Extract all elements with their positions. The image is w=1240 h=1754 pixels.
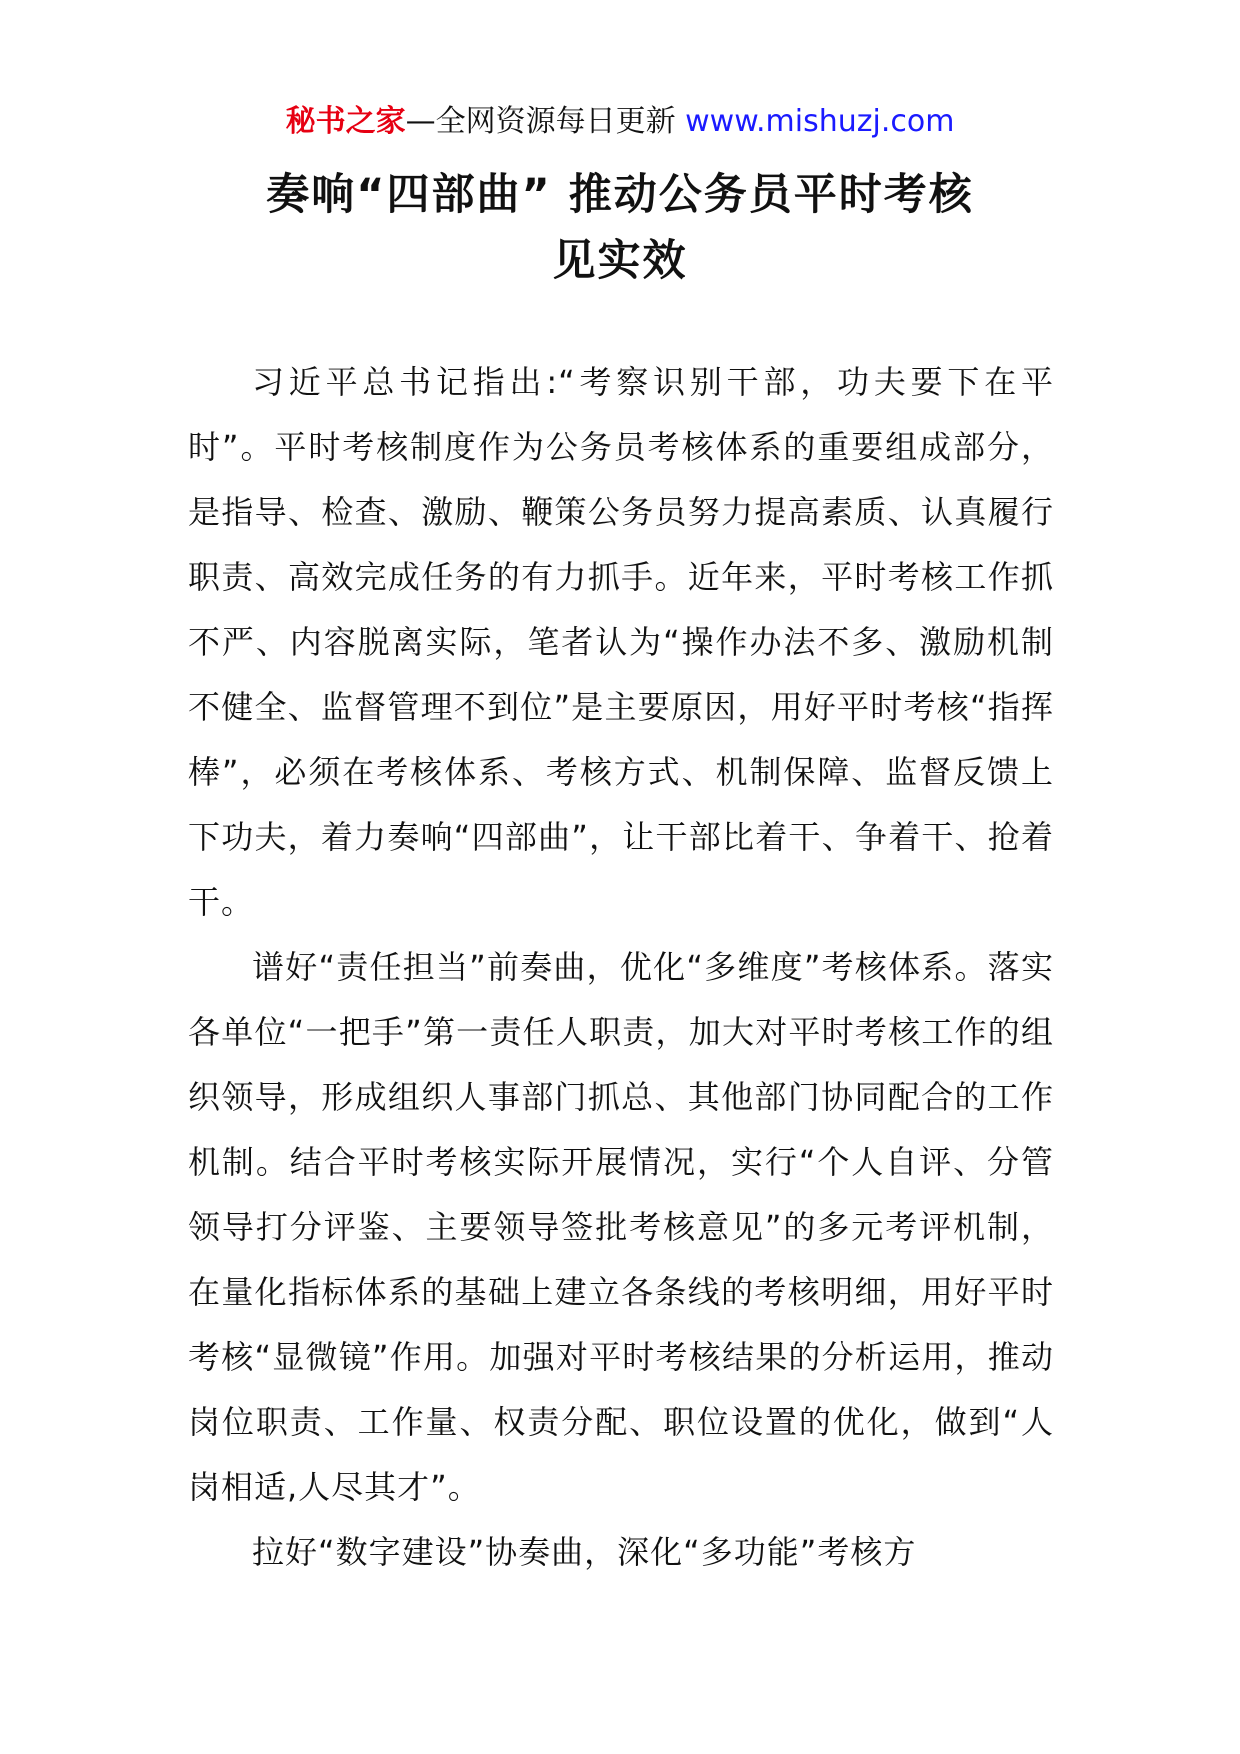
- title-line-2: 见实效: [552, 236, 688, 286]
- site-header: [0, 100, 1240, 144]
- paragraph-3: 拉好“数字建设”协奏曲，深化“多功能”考核方: [252, 1533, 917, 1571]
- paragraph-1: 习近平总书记指出:“考察识别干部，功夫要下在平时”。平时考核制度作为公务员考核体系的重要组成部分，是指导、检查、激励、鞭策公务员努力提高素质、认真履行职责、高效完成任务的有力抓手。近年来，平时考核工作抓不严、内容脱离实际，笔者认为“操作办法不多、激励机制不健全、监督管理不到位”是主要原因，用好平时考核“指挥棒”，必须在考核体系、考核方式、机制保障、监督反馈上下功夫，着力奏响“四部曲”，让干部比着干、争着干、抢着干。: [188, 363, 1054, 921]
- site-name: 秘书之家: [285, 104, 406, 139]
- title-line-1: 奏响“四部曲” 推动公务员平时考核: [266, 170, 974, 220]
- paragraph-2: 谱好“责任担当”前奏曲，优化“多维度”考核体系。落实各单位“一把手”第一责任人职责，加大对平时考核工作的组织领导，形成组织人事部门抓总、其他部门协同配合的工作机制。结合平时考核实际开展情况，实行“个人自评、分管领导打分评鉴、主要领导签批考核意见”的多元考评机制，在量化指标体系的基础上建立各条线的考核明细，用好平时考核“显微镜”作用。加强对平时考核结果的分析运用，推动岗位职责、工作量、权责分配、职位设置的优化，做到“人岗相适,人尽其才”。: [188, 948, 1054, 1506]
- document-title: [0, 162, 1240, 294]
- document-body: [188, 350, 1054, 1585]
- site-url-link[interactable]: www.mishuzj.com: [685, 104, 955, 139]
- site-tagline: —全网资源每日更新: [405, 104, 686, 139]
